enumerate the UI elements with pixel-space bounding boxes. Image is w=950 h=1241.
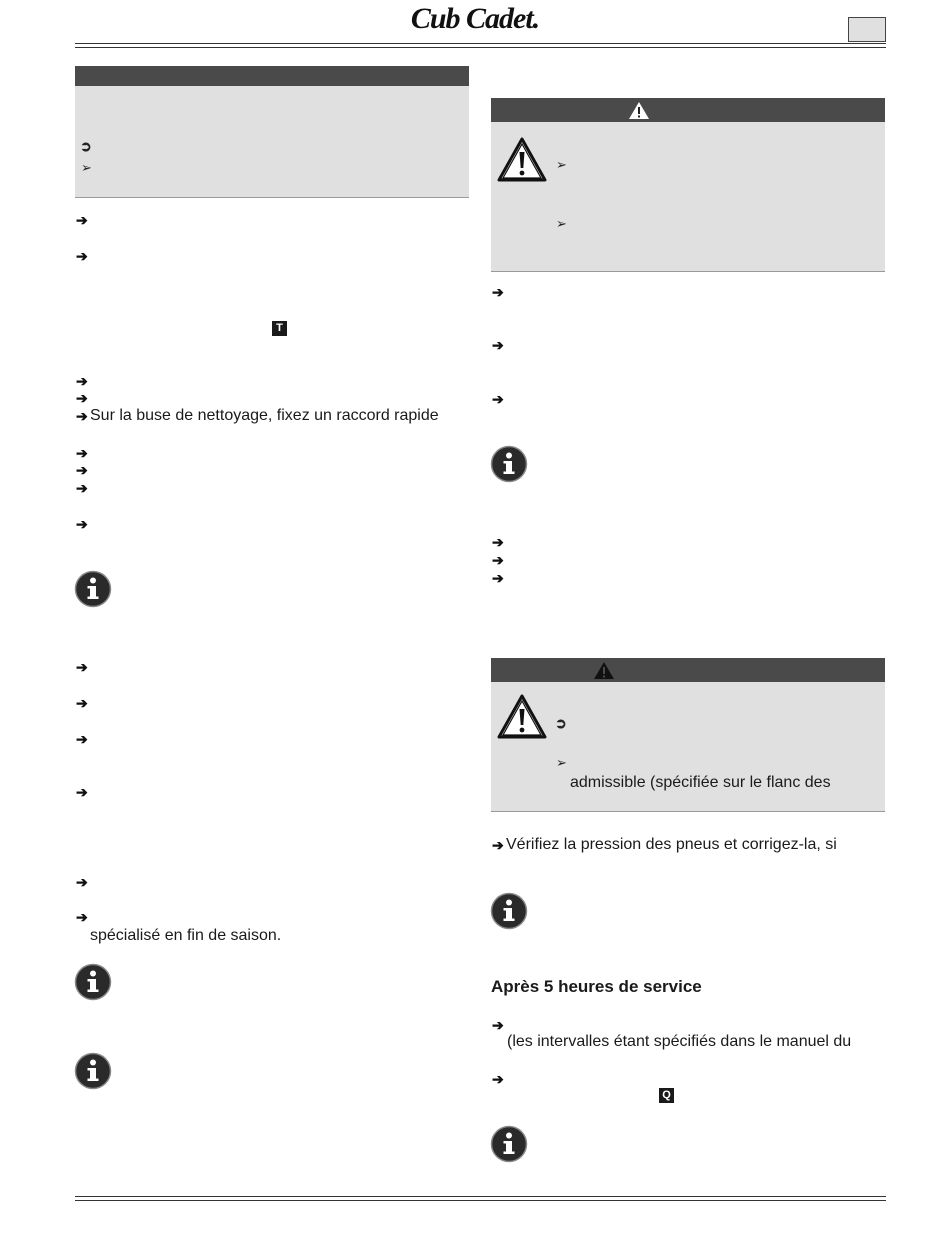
warning-small-icon bbox=[593, 661, 615, 680]
bullet-arrow-icon: ➔ bbox=[492, 552, 504, 568]
bullet-arrow-icon: ➔ bbox=[492, 837, 504, 853]
bullet-arrow-icon: ➔ bbox=[76, 408, 88, 424]
bullet-arrow-icon: ➔ bbox=[76, 462, 88, 478]
bullet-arrow-icon: ➔ bbox=[76, 248, 88, 264]
bullet-arrow-icon: ➔ bbox=[76, 373, 88, 389]
header-rule-top bbox=[75, 43, 886, 44]
bullet-arrow-icon: ➔ bbox=[76, 445, 88, 461]
bullet-arrow-icon: ➔ bbox=[76, 874, 88, 890]
bullet-arrow-icon: ➔ bbox=[492, 570, 504, 586]
circle-arrow-icon: ➲ bbox=[80, 138, 92, 154]
chevron-icon: ➢ bbox=[556, 157, 567, 172]
bullet-arrow-icon: ➔ bbox=[76, 212, 88, 228]
left-note-box bbox=[75, 86, 469, 198]
bullet-arrow-icon: ➔ bbox=[76, 390, 88, 406]
chevron-icon: ➢ bbox=[556, 216, 567, 231]
brand-logo: Cub Cadet. bbox=[410, 2, 540, 35]
footer-rule-bottom bbox=[75, 1200, 886, 1201]
bullet-arrow-icon: ➔ bbox=[76, 731, 88, 747]
header-rule-bottom bbox=[75, 47, 886, 48]
warning-2-header-bar bbox=[491, 658, 885, 682]
footer-rule-top bbox=[75, 1196, 886, 1197]
info-icon bbox=[490, 445, 528, 483]
warning-triangle-icon bbox=[496, 693, 548, 740]
bullet-arrow-icon: ➔ bbox=[492, 391, 504, 407]
interval-text: (les intervalles étant spécifiés dans le manuel du bbox=[507, 1033, 852, 1050]
bullet-arrow-icon: ➔ bbox=[492, 284, 504, 300]
warning-1-box bbox=[491, 122, 885, 272]
warning-2-text: admissible (spécifiée sur le flanc des bbox=[570, 774, 831, 791]
tyre-pressure-text: Vérifiez la pression des pneus et corrigez-la, si bbox=[506, 836, 837, 853]
bullet-arrow-icon: ➔ bbox=[76, 480, 88, 496]
chevron-icon: ➢ bbox=[81, 160, 92, 175]
left-bullet-text: Sur la buse de nettoyage, fixez un raccord rapide bbox=[90, 407, 439, 424]
warning-1-header-bar bbox=[491, 98, 885, 122]
badge-t: T bbox=[272, 321, 287, 336]
bullet-arrow-icon: ➔ bbox=[76, 659, 88, 675]
info-icon bbox=[74, 1052, 112, 1090]
page-number-box bbox=[848, 17, 886, 42]
info-icon bbox=[74, 570, 112, 608]
bullet-arrow-icon: ➔ bbox=[76, 695, 88, 711]
bullet-arrow-icon: ➔ bbox=[76, 784, 88, 800]
left-box-header-bar bbox=[75, 66, 469, 86]
bullet-arrow-icon: ➔ bbox=[492, 337, 504, 353]
info-icon bbox=[490, 1125, 528, 1163]
bullet-arrow-icon: ➔ bbox=[492, 1017, 504, 1033]
section-heading: Après 5 heures de service bbox=[491, 977, 702, 996]
warning-triangle-icon bbox=[496, 136, 548, 183]
bullet-arrow-icon: ➔ bbox=[76, 909, 88, 925]
bullet-arrow-icon: ➔ bbox=[492, 534, 504, 550]
info-icon bbox=[74, 963, 112, 1001]
circle-arrow-icon: ➲ bbox=[555, 715, 567, 731]
warning-small-icon bbox=[628, 101, 650, 120]
warning-2-box bbox=[491, 682, 885, 812]
info-icon bbox=[490, 892, 528, 930]
bullet-arrow-icon: ➔ bbox=[492, 1071, 504, 1087]
badge-q: Q bbox=[659, 1088, 674, 1103]
left-continuation-text: spécialisé en fin de saison. bbox=[90, 927, 282, 944]
chevron-icon: ➢ bbox=[556, 755, 567, 770]
bullet-arrow-icon: ➔ bbox=[76, 516, 88, 532]
